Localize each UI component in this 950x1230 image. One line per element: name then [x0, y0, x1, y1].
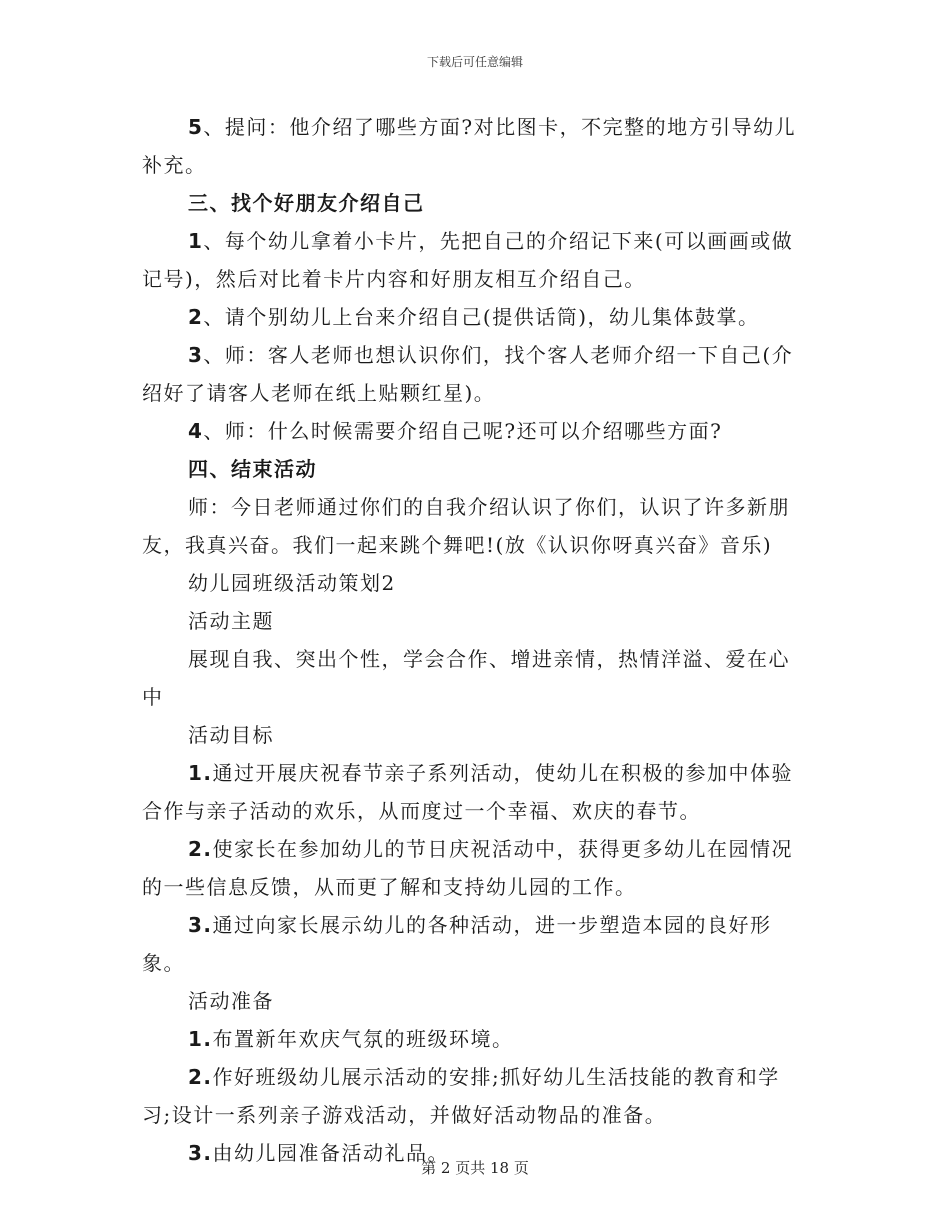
paragraph — [142, 488, 807, 564]
paragraph-text: 活动目标 — [188, 723, 274, 747]
paragraph — [142, 108, 807, 184]
paragraph-text: 展现自我、突出个性，学会合作、增进亲情，热情洋溢、爱在心中 — [142, 647, 790, 709]
item-number: 4 — [188, 419, 204, 443]
item-number: 3. — [188, 913, 213, 937]
paragraph — [142, 830, 807, 906]
page-footer: 第 2 页共 18 页 — [421, 1159, 529, 1177]
paragraph-text: 由幼儿园准备活动礼品。 — [212, 1141, 450, 1165]
paragraph-text: 通过开展庆祝春节亲子系列活动，使幼儿在积极的参加中体验合作与亲子活动的欢乐，从而度过一个幸福、欢庆的春节。 — [142, 761, 794, 823]
paragraph — [142, 298, 807, 336]
paragraph — [142, 754, 807, 830]
document-body — [142, 108, 807, 1172]
item-number: 1. — [188, 761, 213, 785]
paragraph-text: 活动主题 — [188, 609, 274, 633]
paragraph — [142, 716, 807, 754]
paragraph-text: 作好班级幼儿展示活动的安排;抓好幼儿生活技能的教育和学习;设计一系列亲子游戏活动，并做好活动物品的准备。 — [142, 1065, 780, 1127]
paragraph-text: 幼儿园班级活动策划2 — [188, 571, 396, 595]
paragraph — [142, 564, 807, 602]
paragraph — [142, 1058, 807, 1134]
paragraph-text: 布置新年欢庆气氛的班级环境。 — [212, 1027, 514, 1051]
paragraph — [142, 602, 807, 640]
paragraph-text: 四、结束活动 — [188, 457, 317, 481]
paragraph-text: 、请个别幼儿上台来介绍自己(提供话筒)，幼儿集体鼓掌。 — [203, 305, 760, 329]
paragraph — [142, 336, 807, 412]
section-heading — [142, 184, 807, 222]
paragraph-text: 通过向家长展示幼儿的各种活动，进一步塑造本园的良好形象。 — [142, 913, 772, 975]
item-number: 2. — [188, 837, 213, 861]
item-number: 5 — [188, 115, 204, 139]
paragraph-text: 、提问：他介绍了哪些方面?对比图卡，不完整的地方引导幼儿补充。 — [142, 115, 797, 177]
item-number: 2. — [188, 1065, 213, 1089]
item-number: 1. — [188, 1027, 213, 1051]
item-number: 2 — [188, 305, 204, 329]
paragraph — [142, 640, 807, 716]
paragraph — [142, 906, 807, 982]
paragraph — [142, 222, 807, 298]
section-heading — [142, 450, 807, 488]
paragraph-text: 活动准备 — [188, 989, 274, 1013]
paragraph-text: 师：今日老师通过你们的自我介绍认识了你们，认识了许多新朋友，我真兴奋。我们一起来跳个舞吧!(放《认识你呀真兴奋》音乐) — [142, 495, 790, 557]
paragraph-text: 、每个幼儿拿着小卡片，先把自己的介绍记下来(可以画画或做记号)，然后对比着卡片内容和好朋友相互介绍自己。 — [142, 229, 794, 291]
paragraph-text: 、师：客人老师也想认识你们，找个客人老师介绍一下自己(介绍好了请客人老师在纸上贴颗红星)。 — [142, 343, 794, 405]
paragraph — [142, 1020, 807, 1058]
item-number: 3. — [188, 1141, 213, 1165]
paragraph-text: 使家长在参加幼儿的节日庆祝活动中，获得更多幼儿在园情况的一些信息反馈，从而更了解和支持幼儿园的工作。 — [142, 837, 794, 899]
paragraph — [142, 982, 807, 1020]
paragraph — [142, 412, 807, 450]
item-number: 3 — [188, 343, 204, 367]
item-number: 1 — [188, 229, 204, 253]
paragraph-text: 三、找个好朋友介绍自己 — [188, 191, 425, 215]
page-header: 下载后可任意编辑 — [426, 55, 523, 69]
paragraph-text: 、师：什么时候需要介绍自己呢?还可以介绍哪些方面? — [203, 419, 723, 443]
